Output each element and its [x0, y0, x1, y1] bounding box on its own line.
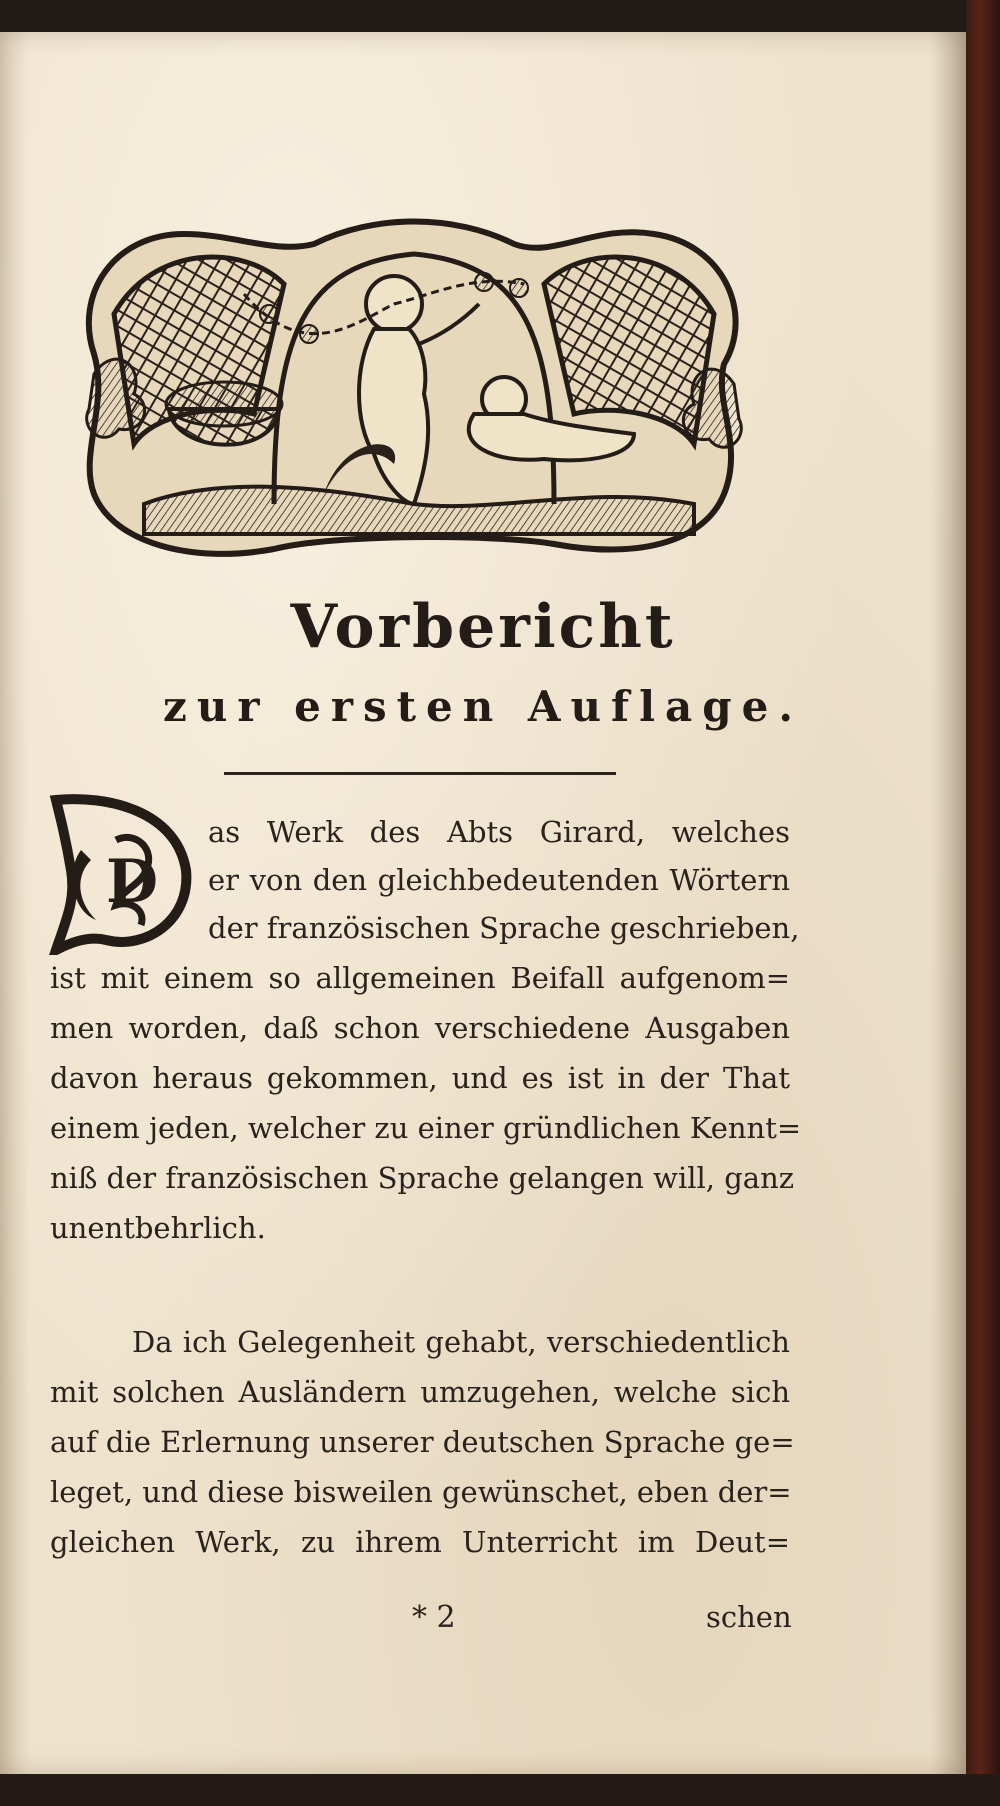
text-line: der französischen Sprache geschrieben,	[208, 911, 800, 945]
text-line: ist mit einem so allgemeinen Beifall aufgenom=	[50, 961, 790, 995]
text-line: unentbehrlich.	[50, 1211, 266, 1245]
text-line: as Werk des Abts Girard, welches	[208, 815, 790, 849]
signature-mark: * 2	[412, 1600, 456, 1635]
catchword: schen	[706, 1600, 792, 1634]
title-divider	[224, 772, 616, 775]
book-cover-edge	[966, 0, 1000, 1806]
text-line: einem jeden, welcher zu einer gründlichen Kennt=	[50, 1111, 802, 1145]
scan-bottom-border	[0, 1774, 1000, 1806]
scan-top-border	[0, 0, 1000, 32]
headpiece-cherubs-woodcut-icon	[74, 204, 754, 566]
text-line: leget, und diese bisweilen gewünschet, eben der=	[50, 1475, 792, 1509]
text-line: auf die Erlernung unserer deutschen Sprache ge=	[50, 1425, 795, 1459]
dropcap-letter	[46, 790, 196, 955]
book-page	[0, 32, 966, 1774]
dropcap-text: D	[106, 847, 159, 917]
text-line: er von den gleichbedeutenden Wörtern	[208, 863, 790, 897]
text-line: Da ich Gelegenheit gehabt, verschiedentlich	[132, 1325, 790, 1359]
text-line: gleichen Werk, zu ihrem Unterricht im Deut=	[50, 1525, 790, 1559]
text-line: mit solchen Ausländern umzugehen, welche sich	[50, 1375, 790, 1409]
page-title: Vorbericht	[290, 592, 676, 662]
text-line: men worden, daß schon verschiedene Ausgaben	[50, 1011, 790, 1045]
page-subtitle: zur ersten Auflage.	[163, 682, 803, 731]
text-line: davon heraus gekommen, und es ist in der That	[50, 1061, 790, 1095]
text-line: niß der französischen Sprache gelangen will, ganz	[50, 1161, 795, 1195]
